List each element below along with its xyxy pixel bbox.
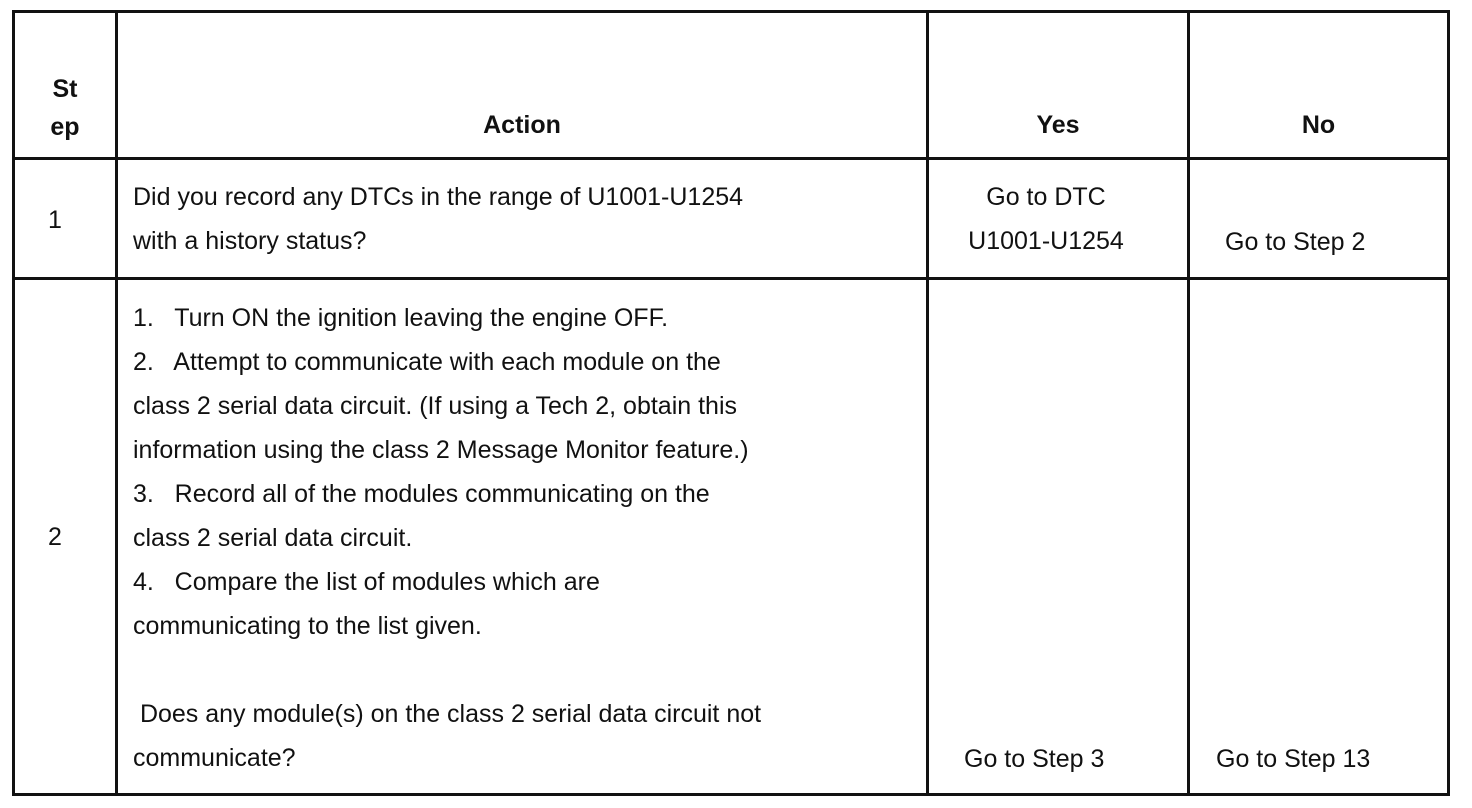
row-2-no: Go to Step 13 — [1216, 745, 1371, 773]
header-action: Action — [483, 111, 561, 139]
row-1-yes — [946, 175, 1146, 263]
row-2-action-line-7: 4. Compare the list of modules which are — [133, 568, 600, 596]
row-2-action-line-6: class 2 serial data circuit. — [133, 524, 413, 552]
header-yes: Yes — [1036, 111, 1080, 139]
table-border-bottom — [12, 793, 1450, 796]
row-2-action-line-5: 3. Record all of the modules communicating on the — [133, 480, 710, 508]
table-border-right — [1447, 10, 1450, 796]
row-divider — [12, 277, 1450, 280]
header-divider — [12, 157, 1450, 160]
row-2-step: 2 — [48, 523, 62, 551]
row-2-action-line-2: 2. Attempt to communicate with each module on the — [133, 348, 721, 376]
header-step-line-1: St — [52, 75, 78, 103]
header-step-line-2: ep — [50, 113, 80, 141]
row-2-question-line-1: Does any module(s) on the class 2 serial data circuit not — [133, 700, 762, 728]
row-2-question — [133, 692, 761, 780]
row-1-no: Go to Step 2 — [1225, 228, 1366, 256]
row-2-action-line-3: class 2 serial data circuit. (If using a Tech 2, obtain this — [133, 392, 738, 420]
row-1-action-line-1: Did you record any DTCs in the range of U1001-U1254 — [133, 183, 744, 211]
header-step — [15, 70, 115, 146]
row-2-action-line-4: information using the class 2 Message Monitor feature.) — [133, 436, 749, 464]
row-2-question-line-2: communicate? — [133, 744, 296, 772]
row-1-yes-line-1: Go to DTC — [986, 183, 1106, 211]
header-no: No — [1301, 111, 1336, 139]
diagnostic-table — [12, 10, 1450, 796]
row-1-action — [133, 175, 743, 263]
row-1-action-line-2: with a history status? — [133, 227, 367, 255]
row-1-yes-line-2: U1001-U1254 — [968, 227, 1124, 255]
row-2-action-line-1: 1. Turn ON the ignition leaving the engine OFF. — [133, 304, 669, 332]
row-2-yes: Go to Step 3 — [964, 745, 1105, 773]
table-border-top — [12, 10, 1450, 13]
row-2-action-line-8: communicating to the list given. — [133, 612, 482, 640]
row-1-step: 1 — [48, 206, 62, 234]
row-2-action — [133, 296, 749, 648]
